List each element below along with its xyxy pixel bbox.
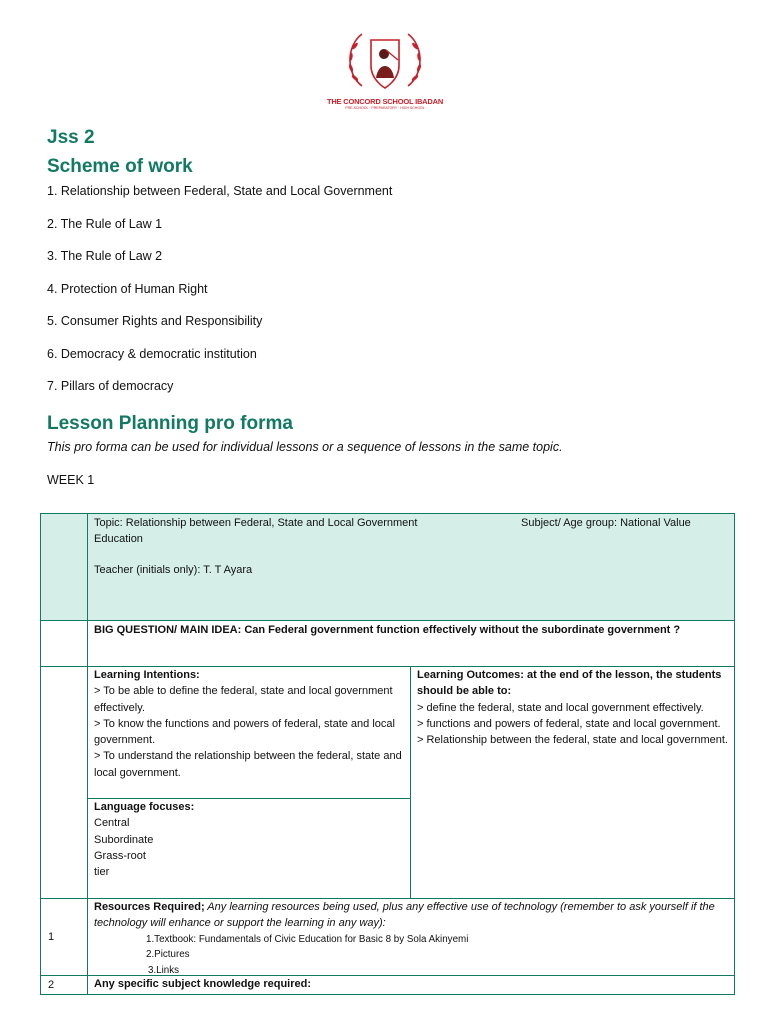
row-number-cell — [40, 666, 88, 899]
scheme-item: 3. The Rule of Law 2 — [47, 249, 163, 263]
language-focus-cell — [87, 798, 411, 899]
teacher-text: Teacher (initials only): T. T Ayara — [94, 564, 253, 577]
row-number-cell — [40, 975, 88, 995]
resources-label: Resources Required; — [94, 901, 205, 913]
language-term: Central — [94, 817, 130, 830]
topic-text: Topic: Relationship between Federal, State and Local Government — [94, 517, 418, 529]
subject-knowledge-label: Any specific subject knowledge required: — [94, 978, 311, 990]
learning-outcomes-cell — [410, 666, 735, 899]
scheme-item: 4. Protection of Human Right — [47, 281, 208, 296]
language-focus-title: Language focuses: — [94, 801, 195, 813]
scheme-item: 6. Democracy & democratic institution — [47, 346, 257, 361]
lesson-heading: Lesson Planning pro forma — [47, 413, 293, 434]
row-number: 1 — [48, 931, 55, 943]
language-term: Subordinate — [94, 833, 154, 846]
learning-intention-item: > To know the functions and powers of federal, state and local government. — [94, 717, 395, 747]
class-heading: Jss 2 — [47, 127, 95, 148]
resources-cell — [87, 898, 735, 976]
language-term: tier — [94, 866, 110, 879]
big-question-cell — [87, 620, 735, 667]
school-tagline: PRE-SCHOOL · PREPARATORY · HIGH SCHOOL — [345, 106, 425, 110]
scheme-item: 2. The Rule of Law 1 — [47, 216, 163, 231]
school-name: THE CONCORD SCHOOL IBADAN — [326, 97, 444, 106]
scheme-item: 1. Relationship between Federal, State and Local Government — [47, 184, 393, 198]
big-question-text: BIG QUESTION/ MAIN IDEA: Can Federal government function effectively without the subordinate government ? — [94, 624, 681, 636]
school-crest-icon — [340, 26, 430, 98]
lesson-plan-table — [40, 513, 735, 995]
subject-group-continued: Education — [94, 533, 143, 545]
subject-knowledge-cell — [87, 975, 735, 995]
school-logo — [316, 26, 454, 112]
row-number-cell — [40, 513, 88, 621]
learning-intention-item: > To be able to define the federal, state and local government effectively. — [94, 685, 393, 714]
resources-description: Any learning resources being used, plus any effective use of technology (remember to ask yourself if the technology will enhance or support the learning in any way): — [94, 901, 715, 930]
language-term: Grass-root — [94, 849, 146, 862]
learning-intentions-cell — [87, 666, 411, 799]
subject-group-text: Subject/ Age group: National Value — [521, 517, 691, 529]
resource-item: 3.Links — [148, 964, 180, 976]
resource-item: 1.Textbook: Fundamentals of Civic Education for Basic 8 by Sola Akinyemi — [146, 933, 469, 945]
row-number-cell — [40, 620, 88, 667]
row-number-cell — [40, 898, 88, 976]
learning-outcome-item: > define the federal, state and local government effectively. — [417, 701, 704, 714]
resource-item: 2.Pictures — [146, 949, 190, 961]
row-number: 2 — [48, 979, 55, 991]
scheme-item: 5. Consumer Rights and Responsibility — [47, 314, 263, 328]
learning-outcomes-title: Learning Outcomes: at the end of the lesson, the students should be able to: — [417, 669, 722, 698]
scheme-list — [47, 182, 392, 410]
topic-cell — [87, 513, 735, 621]
week-label: WEEK 1 — [47, 473, 95, 487]
scheme-item: 7. Pillars of democracy — [47, 379, 174, 393]
learning-outcome-item: > functions and powers of federal, state and local government. — [417, 717, 721, 730]
learning-intentions-title: Learning Intentions: — [94, 669, 200, 681]
lesson-intro: This pro forma can be used for individual lessons or a sequence of lessons in the same topic. — [47, 440, 563, 454]
learning-intention-item: > To understand the relationship between the federal, state and local government. — [94, 750, 402, 779]
scheme-heading: Scheme of work — [47, 156, 193, 177]
learning-outcome-item: > Relationship between the federal, state and local government. — [417, 734, 728, 747]
